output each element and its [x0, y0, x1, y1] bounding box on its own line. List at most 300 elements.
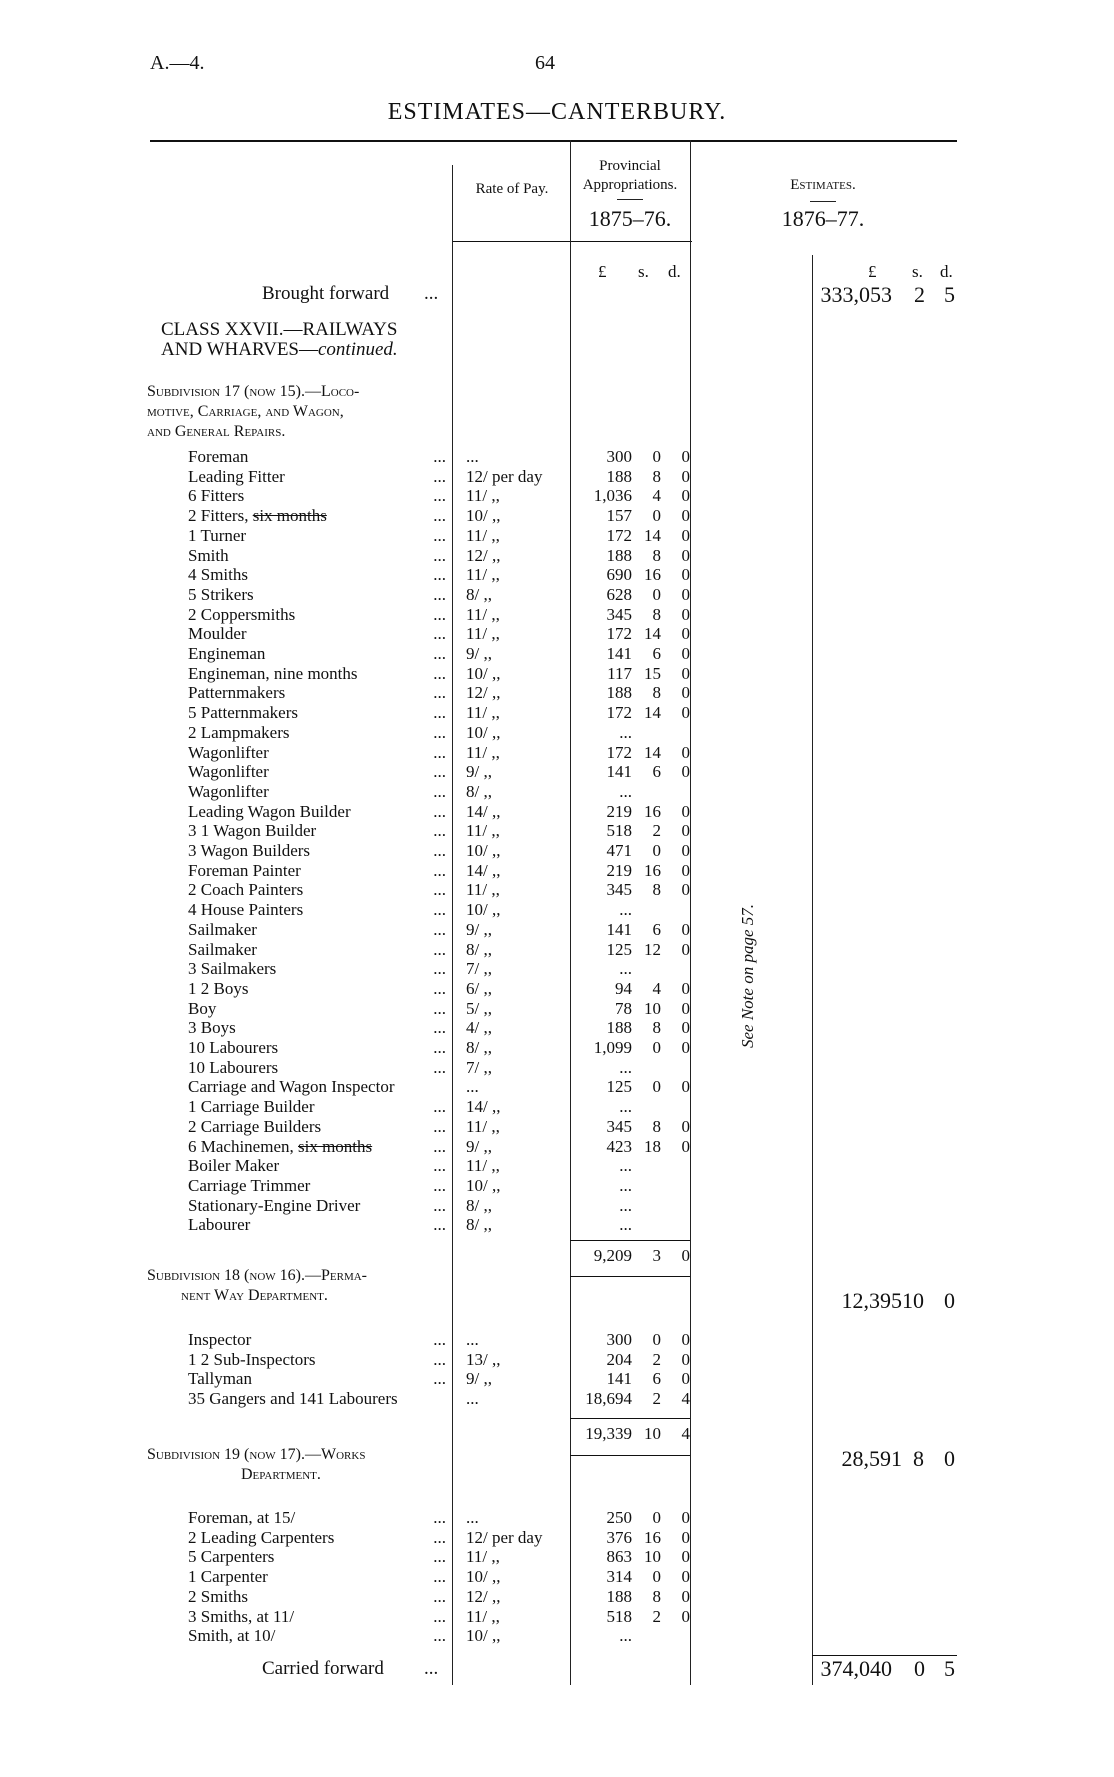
table-row [0, 920, 1114, 940]
row-rate: 8/ ,, [466, 1195, 492, 1215]
row-pounds: 863 [606, 1547, 632, 1567]
row-pence: 0 [681, 1116, 690, 1136]
table-row [0, 664, 1114, 684]
row-label: Moulder [188, 624, 247, 644]
row-pence: 0 [681, 466, 690, 486]
row-dots: ... [433, 1057, 446, 1077]
row-rate: 10/ ,, [466, 1175, 501, 1195]
table-row [0, 1567, 1114, 1587]
row-label: 1 Turner [188, 525, 247, 545]
row-pounds: ... [619, 781, 632, 801]
sub17-estimate-pence: 0 [944, 1288, 955, 1313]
row-pounds: ... [619, 1097, 632, 1117]
struck-text: six months [252, 506, 327, 526]
row-label: 35 Gangers and 141 Labourers [188, 1389, 398, 1409]
row-label: 3 Wagon Builders [188, 841, 311, 860]
row-shillings: 14 [644, 742, 661, 762]
row-rate: 7/ ,, [466, 959, 492, 979]
table-row [0, 585, 1114, 605]
row-pounds: 94 [615, 978, 632, 998]
row-pence: 0 [681, 919, 690, 939]
row-rate: 11/ ,, [466, 1156, 500, 1176]
row-dots: ... [433, 703, 446, 723]
row-dots: ... [433, 1330, 446, 1349]
row-label: 1 Carriage Builder [188, 1097, 315, 1117]
row-pence: 0 [681, 978, 690, 998]
row-label: 2 Leading Carpenters [188, 1527, 335, 1547]
table-row [0, 1528, 1114, 1548]
sub18-total-shillings: 10 [644, 1424, 661, 1443]
row-shillings: 8 [652, 466, 661, 486]
row-rate: 12/ ,, [466, 545, 501, 565]
carried-forward-label: Carried forward [262, 1658, 384, 1679]
row-rate: 8/ ,, [466, 781, 492, 801]
row-rate: 8/ ,, [466, 1215, 492, 1235]
row-pounds: ... [619, 1626, 632, 1646]
row-label: Inspector [188, 1330, 252, 1349]
row-rate: 12/ ,, [466, 1586, 501, 1606]
table-row [0, 723, 1114, 743]
row-label: Foreman, at 15/ [188, 1508, 296, 1527]
table-row [0, 1196, 1114, 1216]
row-shillings: 0 [652, 841, 661, 860]
row-shillings: 14 [644, 703, 661, 723]
row-label: Stationary-Engine Driver [188, 1195, 361, 1215]
row-dots: ... [433, 1116, 446, 1136]
row-pence: 0 [681, 1330, 690, 1349]
row-rate: ... [466, 1389, 479, 1409]
row-rate: 10/ ,, [466, 1626, 501, 1646]
row-rate: 10/ ,, [466, 900, 501, 920]
table-row [0, 683, 1114, 703]
row-pounds: 188 [606, 545, 632, 565]
class-heading: CLASS XXVII.—RAILWAYS AND WHARVES—continued. [161, 319, 398, 360]
table-row [0, 1547, 1114, 1567]
row-pounds: 125 [606, 939, 632, 959]
row-dots: ... [433, 1626, 446, 1646]
row-shillings: 6 [652, 1369, 661, 1389]
row-label: Tallyman [188, 1369, 252, 1389]
row-pounds: 219 [606, 801, 632, 821]
row-dots: ... [433, 1369, 446, 1389]
row-dots: ... [433, 1038, 446, 1057]
rate-of-pay-header: Rate of Pay. [475, 181, 549, 197]
row-shillings: 0 [652, 1077, 661, 1097]
row-label: Engineman, nine months [188, 663, 358, 683]
row-label: 1 2 Sub-Inspectors [188, 1349, 316, 1369]
table-row [0, 1389, 1114, 1409]
provincial-year: 1875–76. [588, 206, 672, 231]
table-row [0, 861, 1114, 881]
row-label: 6 Fitters [188, 486, 245, 506]
brought-forward-label: Brought forward [262, 283, 390, 304]
row-dots: ... [433, 880, 446, 900]
row-pounds: ... [619, 959, 632, 979]
row-pounds: 250 [606, 1508, 632, 1527]
row-dots: ... [433, 447, 446, 466]
table-row [0, 506, 1114, 526]
row-rate: 4/ ,, [466, 1018, 492, 1038]
table-row [0, 1018, 1114, 1038]
row-label: 1 Carpenter [188, 1567, 268, 1587]
estimates-header: Estimates. [690, 176, 956, 204]
row-dots: ... [433, 1136, 446, 1156]
row-shillings: 8 [652, 604, 661, 624]
row-shillings: 8 [652, 545, 661, 565]
row-rate: 14/ ,, [466, 860, 501, 880]
row-dots: ... [433, 939, 446, 959]
row-dots: ... [433, 762, 446, 782]
row-pence: 0 [681, 1018, 690, 1038]
row-shillings: 0 [652, 1330, 661, 1349]
row-dots: ... [433, 919, 446, 939]
sub18-estimate-shillings: 8 [913, 1446, 924, 1471]
row-label: 5 Strikers [188, 584, 254, 604]
row-pence: 0 [681, 860, 690, 880]
row-dots: ... [433, 1547, 446, 1567]
row-dots: ... [433, 1018, 446, 1038]
row-pounds: 157 [606, 506, 632, 526]
row-shillings: 0 [652, 506, 661, 526]
row-dots: ... [433, 525, 446, 545]
row-pence: 0 [681, 486, 690, 506]
row-shillings: 14 [644, 525, 661, 545]
table-row [0, 802, 1114, 822]
row-pounds: 471 [606, 841, 632, 860]
row-rate: 9/ ,, [466, 1136, 492, 1156]
provincial-appropriations-header: Provincial Appropriations. [570, 157, 690, 202]
row-rate: 9/ ,, [466, 919, 492, 939]
sub17-estimate-pounds: 12,395 [841, 1288, 902, 1313]
struck-text: six months [298, 1136, 373, 1156]
row-dots: ... [433, 624, 446, 644]
row-pounds: 518 [606, 1606, 632, 1626]
est-pound-head: £ [868, 262, 877, 281]
row-pence: 0 [681, 1586, 690, 1606]
shilling-head: s. [638, 262, 649, 281]
row-pence: 0 [681, 447, 690, 466]
row-label: 6 Machinemen, six months [188, 1136, 373, 1156]
carried-forward-pounds: 374,040 [820, 1656, 892, 1681]
top-rule [150, 140, 957, 142]
table-row [0, 1117, 1114, 1137]
row-pence: 0 [681, 880, 690, 900]
table-row [0, 762, 1114, 782]
row-rate: 12/ ,, [466, 683, 501, 703]
row-dots: ... [433, 1508, 446, 1527]
row-pounds: 188 [606, 1586, 632, 1606]
row-label: Carriage Trimmer [188, 1175, 311, 1195]
row-shillings: 2 [652, 1389, 661, 1409]
row-pounds: 376 [606, 1527, 632, 1547]
row-rate: 10/ ,, [466, 663, 501, 683]
table-row [0, 979, 1114, 999]
carried-forward-pence: 5 [944, 1656, 955, 1681]
row-dots: ... [433, 998, 446, 1018]
sub17-total-pounds: 9,209 [593, 1246, 632, 1265]
row-label: Engineman [188, 644, 266, 663]
row-label: Leading Wagon Builder [188, 801, 351, 821]
row-pounds: 423 [606, 1136, 632, 1156]
row-shillings: 2 [652, 821, 661, 841]
row-pence: 0 [681, 841, 690, 860]
table-row [0, 546, 1114, 566]
sub17-total-underline [570, 1276, 690, 1277]
row-rate: 12/ per day [466, 466, 543, 486]
row-dots: ... [433, 1527, 446, 1547]
row-dots: ... [433, 781, 446, 801]
table-row [0, 1176, 1114, 1196]
row-pounds: ... [619, 1195, 632, 1215]
row-rate: 9/ ,, [466, 762, 492, 782]
row-label: 3 Sailmakers [188, 959, 277, 979]
row-pounds: ... [619, 900, 632, 920]
table-row [0, 526, 1114, 546]
table-row [0, 1369, 1114, 1389]
row-pounds: 141 [606, 644, 632, 663]
table-row [0, 743, 1114, 763]
row-label: 10 Labourers [188, 1057, 279, 1077]
row-shillings: 14 [644, 624, 661, 644]
table-row [0, 880, 1114, 900]
row-pounds: ... [619, 722, 632, 742]
sub18-estimate-pence: 0 [944, 1446, 955, 1471]
row-pence: 0 [681, 1038, 690, 1057]
row-pounds: 204 [606, 1349, 632, 1369]
row-pence: 0 [681, 1547, 690, 1567]
row-shillings: 16 [644, 801, 661, 821]
table-row [0, 605, 1114, 625]
row-dots: ... [433, 1175, 446, 1195]
table-row [0, 841, 1114, 861]
row-rate: 14/ ,, [466, 801, 501, 821]
row-dots: ... [433, 1156, 446, 1176]
row-rate: 8/ ,, [466, 584, 492, 604]
row-pounds: 172 [606, 742, 632, 762]
row-label: 2 Smiths [188, 1586, 248, 1606]
row-label: 4 House Painters [188, 900, 304, 920]
row-pounds: ... [619, 1175, 632, 1195]
sub18-total-rule [570, 1418, 690, 1419]
row-label: Wagonlifter [188, 762, 269, 782]
table-row [0, 1626, 1114, 1646]
row-shillings: 0 [652, 1508, 661, 1527]
row-rate: 10/ ,, [466, 841, 501, 860]
row-label: Foreman [188, 447, 249, 466]
row-rate: 11/ ,, [466, 624, 500, 644]
row-shillings: 4 [652, 486, 661, 506]
row-pence: 0 [681, 624, 690, 644]
row-rate: 5/ ,, [466, 998, 492, 1018]
row-shillings: 8 [652, 683, 661, 703]
row-rate: 10/ ,, [466, 506, 501, 526]
row-dots: ... [433, 801, 446, 821]
row-label: Boy [188, 998, 217, 1018]
row-rate: ... [466, 1330, 479, 1349]
row-rate: 10/ ,, [466, 722, 501, 742]
sub17-total-pence: 0 [681, 1246, 690, 1265]
row-rate: 14/ ,, [466, 1097, 501, 1117]
row-rate: 8/ ,, [466, 1038, 492, 1057]
row-dots: ... [433, 1097, 446, 1117]
sub18-total-underline [570, 1455, 690, 1456]
row-pounds: 300 [606, 447, 632, 466]
row-label: Leading Fitter [188, 466, 285, 486]
table-row [0, 467, 1114, 487]
row-rate: 7/ ,, [466, 1057, 492, 1077]
row-pounds: 188 [606, 1018, 632, 1038]
row-pounds: 18,694 [585, 1389, 632, 1409]
row-pence: 0 [681, 742, 690, 762]
row-label: Wagonlifter [188, 742, 269, 762]
sub17-total-shillings: 3 [652, 1246, 661, 1265]
subdivision-19-heading: Subdivision 19 (now 17).—Works Department. [147, 1446, 366, 1483]
row-pounds: 628 [606, 584, 632, 604]
table-row [0, 1097, 1114, 1117]
table-row [0, 703, 1114, 723]
row-pounds: 172 [606, 703, 632, 723]
table-row [0, 447, 1114, 467]
row-pounds: 188 [606, 466, 632, 486]
row-dots: ... [433, 722, 446, 742]
table-row [0, 1215, 1114, 1235]
row-shillings: 18 [644, 1136, 661, 1156]
row-label: 2 Coppersmiths [188, 604, 296, 624]
row-pence: 0 [681, 584, 690, 604]
subdivision-18-heading: Subdivision 18 (now 16).—Perma- nent Way Department. [147, 1267, 367, 1304]
row-shillings: 8 [652, 1586, 661, 1606]
row-pence: 0 [681, 1527, 690, 1547]
page-number: 64 [535, 52, 555, 74]
row-pounds: 141 [606, 762, 632, 782]
row-rate: ... [466, 447, 479, 466]
row-pounds: 690 [606, 565, 632, 585]
row-label: 2 Lampmakers [188, 722, 290, 742]
row-pence: 0 [681, 644, 690, 663]
row-dots: ... [433, 565, 446, 585]
row-pounds: 78 [615, 998, 632, 1018]
row-label: 2 Fitters, six months [188, 506, 327, 526]
row-dots: ... [433, 841, 446, 860]
row-pounds: 345 [606, 604, 632, 624]
row-label: 5 Carpenters [188, 1547, 275, 1567]
row-dots: ... [433, 644, 446, 663]
row-label: Foreman Painter [188, 860, 301, 880]
row-dots: ... [433, 1586, 446, 1606]
row-dots: ... [433, 1349, 446, 1369]
row-dots: ... [433, 742, 446, 762]
row-pounds: 314 [606, 1567, 632, 1587]
table-row [0, 999, 1114, 1019]
row-rate: 6/ ,, [466, 978, 492, 998]
row-shillings: 16 [644, 1527, 661, 1547]
carried-forward-dots: ... [424, 1658, 439, 1679]
sub18-estimate-pounds: 28,591 [841, 1446, 902, 1471]
header-rule [452, 241, 692, 242]
row-pounds: ... [619, 1057, 632, 1077]
table-row [0, 940, 1114, 960]
table-row [0, 1156, 1114, 1176]
brought-forward-shillings: 2 [914, 282, 925, 307]
row-shillings: 2 [652, 1349, 661, 1369]
row-rate: 11/ ,, [466, 486, 500, 506]
table-row [0, 959, 1114, 979]
row-rate: 8/ ,, [466, 939, 492, 959]
row-pounds: 172 [606, 525, 632, 545]
row-pence: 0 [681, 801, 690, 821]
row-dots: ... [433, 604, 446, 624]
row-pence: 0 [681, 506, 690, 526]
row-dots: ... [433, 663, 446, 683]
row-pence: 0 [681, 939, 690, 959]
row-rate: 11/ ,, [466, 565, 500, 585]
table-row [0, 1587, 1114, 1607]
row-pounds: 219 [606, 860, 632, 880]
table-row [0, 1038, 1114, 1058]
row-rate: ... [466, 1508, 479, 1527]
row-dots: ... [433, 1195, 446, 1215]
row-shillings: 6 [652, 919, 661, 939]
row-pence: 0 [681, 1508, 690, 1527]
row-pence: 0 [681, 1567, 690, 1587]
row-dots: ... [433, 506, 446, 526]
row-pounds: 1,099 [593, 1038, 632, 1057]
table-row [0, 1350, 1114, 1370]
row-dots: ... [433, 466, 446, 486]
row-pounds: 345 [606, 1116, 632, 1136]
row-shillings: 0 [652, 584, 661, 604]
row-rate: 10/ ,, [466, 1567, 501, 1587]
table-row [0, 1330, 1114, 1350]
document-reference: A.—4. [150, 52, 205, 74]
row-pounds: 117 [607, 663, 632, 683]
row-pence: 0 [681, 525, 690, 545]
row-dots: ... [433, 486, 446, 506]
row-rate: 11/ ,, [466, 703, 500, 723]
row-label: Boiler Maker [188, 1156, 280, 1176]
table-row [0, 1058, 1114, 1078]
table-row [0, 1077, 1114, 1097]
table-row [0, 1607, 1114, 1627]
row-rate: 11/ ,, [466, 525, 500, 545]
row-shillings: 8 [652, 1018, 661, 1038]
row-pounds: 518 [606, 821, 632, 841]
subdivision-17-heading: Subdivision 17 (now 15).—Loco- motive, Carriage, and Wagon, and General Repairs. [147, 383, 360, 440]
row-pounds: 141 [606, 1369, 632, 1389]
row-label: 2 Coach Painters [188, 880, 304, 900]
row-shillings: 2 [652, 1606, 661, 1626]
pence-head: d. [668, 262, 681, 281]
row-pounds: 141 [606, 919, 632, 939]
row-pounds: 172 [606, 624, 632, 644]
row-pence: 0 [681, 821, 690, 841]
row-shillings: 0 [652, 1567, 661, 1587]
row-pence: 0 [681, 1349, 690, 1369]
row-label: Carriage and Wagon Inspector [188, 1077, 395, 1097]
row-pence: 0 [681, 998, 690, 1018]
row-label: Patternmakers [188, 683, 286, 703]
table-row [0, 782, 1114, 802]
row-label: Smith, at 10/ [188, 1626, 276, 1646]
row-pounds: 125 [606, 1077, 632, 1097]
row-shillings: 8 [652, 880, 661, 900]
row-pence: 0 [681, 1606, 690, 1626]
pound-head: £ [598, 262, 607, 281]
row-pence: 0 [681, 1369, 690, 1389]
row-label: 2 Carriage Builders [188, 1116, 322, 1136]
brought-forward-dots: ... [424, 283, 439, 304]
table-row [0, 624, 1114, 644]
